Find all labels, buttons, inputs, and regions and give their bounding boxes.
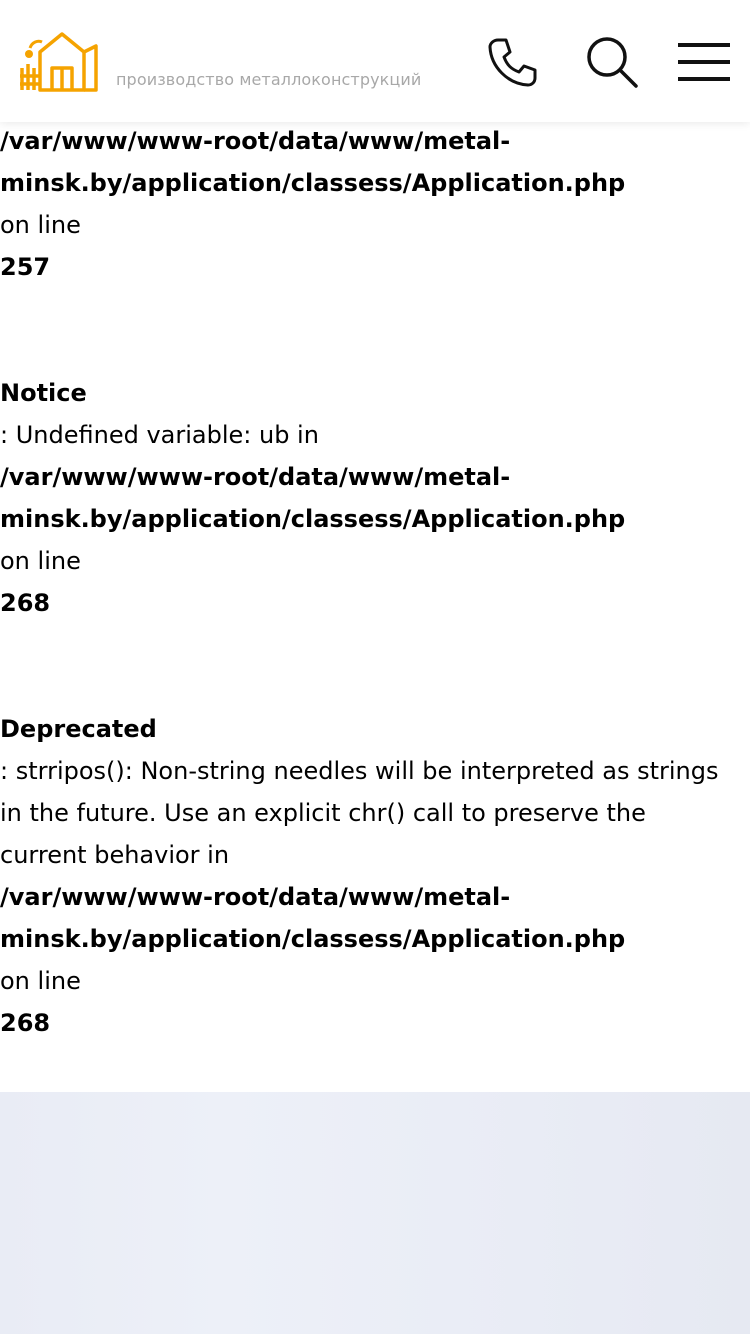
error-message: current behavior in (0, 841, 230, 869)
error-on-line-label: on line (0, 547, 81, 575)
error-file-path: minsk.by/application/classess/Application.php (0, 169, 626, 197)
error-file-path: /var/www/www-root/data/www/metal- (0, 463, 511, 491)
phone-icon (486, 36, 538, 88)
page-section-background (0, 1092, 750, 1334)
error-on-line-label: on line (0, 211, 81, 239)
error-file-path: /var/www/www-root/data/www/metal- (0, 127, 511, 155)
greenhouse-logo-icon[interactable] (18, 28, 100, 96)
phone-button[interactable] (480, 30, 544, 94)
search-icon (585, 35, 639, 89)
error-message: : strripos(): Non-string needles will be interpreted as strings (0, 757, 719, 785)
error-block (0, 122, 750, 288)
error-file-path: minsk.by/application/classess/Application.php (0, 505, 626, 533)
error-file-path: /var/www/www-root/data/www/metal- (0, 883, 511, 911)
error-file-path: minsk.by/application/classess/Application.php (0, 925, 626, 953)
error-block (0, 708, 750, 1044)
site-header (0, 0, 750, 122)
menu-button[interactable] (672, 30, 736, 94)
error-message: : Undefined variable: ub in (0, 421, 319, 449)
error-block (0, 372, 750, 624)
error-type: Deprecated (0, 715, 157, 743)
hamburger-menu-icon (676, 42, 732, 82)
error-line-number: 268 (0, 589, 51, 617)
error-type: Notice (0, 379, 87, 407)
error-on-line-label: on line (0, 967, 81, 995)
site-tagline: производство металлоконструкций (116, 70, 422, 89)
php-error-output (0, 122, 750, 1092)
error-line-number: 257 (0, 253, 51, 281)
error-message: in the future. Use an explicit chr() call to preserve the (0, 799, 646, 827)
search-button[interactable] (580, 30, 644, 94)
error-line-number: 268 (0, 1009, 51, 1037)
